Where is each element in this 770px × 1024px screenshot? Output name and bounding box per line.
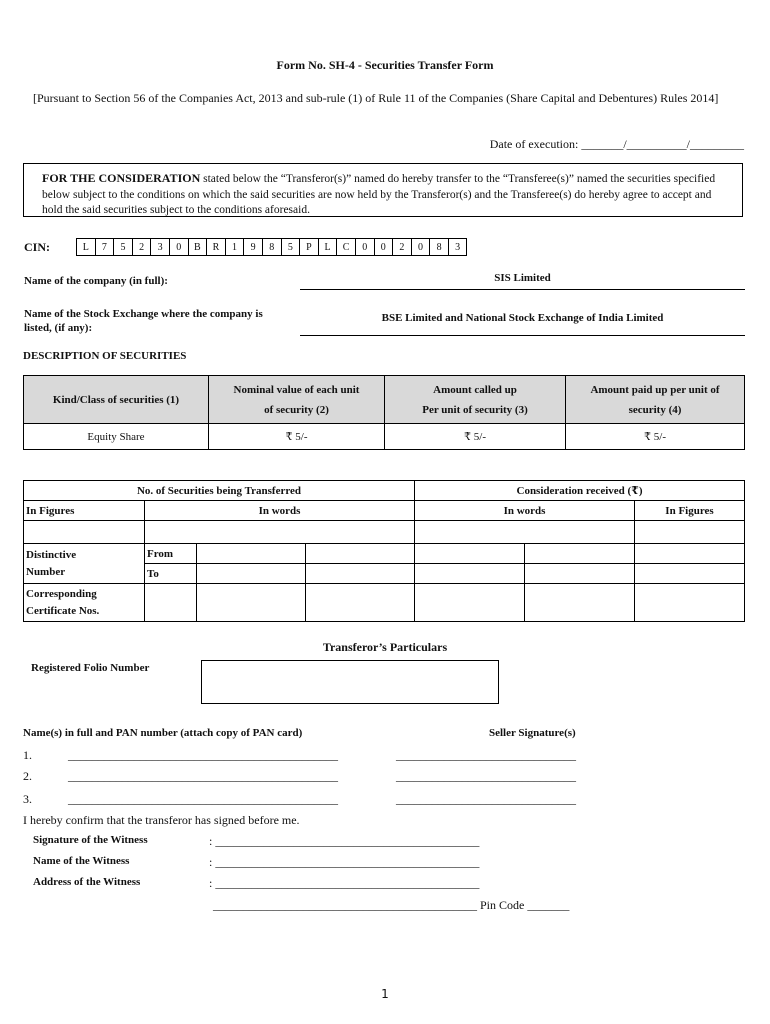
no-securities-header: No. of Securities being Transferred (24, 481, 415, 501)
from-input-2[interactable] (306, 544, 415, 564)
company-name-label: Name of the company (in full): (24, 275, 168, 287)
to-input-2[interactable] (306, 564, 415, 584)
certificate-input-6[interactable] (635, 584, 745, 622)
certificate-input-3[interactable] (306, 584, 415, 622)
pursuant-text: [Pursuant to Section 56 of the Companies Act, 2013 and sub-rule (1) of Rule 11 of the Companies (Share Capital and Debentures) Rules 2014] (33, 91, 719, 105)
header-kind: Kind/Class of securities (1) (24, 376, 209, 424)
header-paid-line2: security (4) (628, 403, 682, 416)
confirm-text: I hereby confirm that the transferor has signed before me. (23, 813, 300, 827)
in-figures-header-2: In Figures (635, 501, 745, 521)
cin-label: CIN: (24, 240, 50, 254)
cin-char-box: 9 (244, 238, 263, 256)
corresponding-label-line1: Corresponding (26, 587, 97, 600)
stock-exchange-label-line1: Name of the Stock Exchange where the company is (24, 308, 263, 320)
cin-boxes (76, 238, 467, 256)
corresponding-certificate-label (24, 584, 145, 622)
stock-exchange-field[interactable] (300, 312, 745, 336)
corresponding-label-line2: Certificate Nos. (26, 604, 100, 617)
consideration-words-input[interactable] (415, 521, 635, 544)
transferor-row-3-signature[interactable]: ______________________________ (396, 792, 576, 806)
stock-exchange-value: BSE Limited and National Stock Exchange of India Limited (381, 312, 664, 324)
in-figures-header: In Figures (24, 501, 145, 521)
company-name-value: SIS Limited (494, 272, 551, 284)
from-input-3[interactable] (415, 544, 525, 564)
witness-name-label: Name of the Witness (33, 855, 130, 867)
to-input-3[interactable] (415, 564, 525, 584)
cin-char-box: 0 (356, 238, 375, 256)
to-input-4[interactable] (525, 564, 635, 584)
consideration-text: stated below the “Transferor(s)” named do hereby transfer to the “Transferee(s)” named the securities specified below subject to the conditions on which the said securities are now held by the Transferor(s) and the Transferee(s) do hereby agree to accept and hold the said securities subject to the conditions aforesaid. (42, 173, 716, 216)
cell-kind[interactable]: Equity Share (24, 424, 209, 450)
consideration-lead: FOR THE CONSIDERATION (42, 171, 201, 185)
certificate-input-2[interactable] (197, 584, 306, 622)
cin-char-box: 0 (170, 238, 189, 256)
certificate-input-4[interactable] (415, 584, 525, 622)
witness-pin-code-field[interactable]: ____________________________________________ Pin Code _______ (213, 898, 570, 912)
header-paid (566, 376, 745, 424)
consideration-received-header: Consideration received (₹) (415, 481, 745, 501)
consideration-figures-input[interactable] (635, 521, 745, 544)
transferor-row-2-number: 2. (23, 769, 32, 783)
names-pan-label: Name(s) in full and PAN number (attach copy of PAN card) (23, 727, 303, 739)
cin-char-box: 5 (114, 238, 133, 256)
transferor-row-1-number: 1. (23, 748, 32, 762)
to-input-5[interactable] (635, 564, 745, 584)
to-input-1[interactable] (197, 564, 306, 584)
date-of-execution[interactable]: Date of execution: _______/__________/_________ (489, 137, 744, 151)
cin-char-box: L (77, 238, 96, 256)
cin-char-box: C (337, 238, 356, 256)
form-title: Form No. SH-4 - Securities Transfer Form (276, 58, 494, 72)
in-words-header-2: In words (415, 501, 635, 521)
from-label: From (145, 544, 197, 564)
header-called-line1: Amount called up (433, 383, 517, 396)
transferor-heading: Transferor’s Particulars (322, 640, 448, 654)
cin-char-box: B (189, 238, 208, 256)
transferor-row-2-signature[interactable]: ______________________________ (396, 769, 576, 783)
transferor-row-1-signature[interactable]: ______________________________ (396, 748, 576, 762)
distinctive-number-label (24, 544, 145, 584)
from-input-1[interactable] (197, 544, 306, 564)
cin-char-box: R (207, 238, 226, 256)
header-called (385, 376, 566, 424)
witness-address-label: Address of the Witness (33, 876, 141, 888)
cin-char-box: 8 (430, 238, 449, 256)
folio-label: Registered Folio Number (31, 662, 150, 674)
header-nominal (209, 376, 385, 424)
cin-char-box: 2 (393, 238, 412, 256)
consideration-statement (23, 163, 743, 217)
cin-char-box: L (319, 238, 338, 256)
header-nominal-line2: of security (2) (264, 403, 329, 416)
from-input-4[interactable] (525, 544, 635, 564)
distinctive-label-line2: Number (26, 565, 66, 578)
cin-char-box: 0 (375, 238, 394, 256)
cin-char-box: 3 (151, 238, 170, 256)
header-called-line2: Per unit of security (3) (422, 403, 528, 416)
cell-nominal[interactable]: ₹ 5/- (209, 424, 385, 450)
certificate-input-5[interactable] (525, 584, 635, 622)
header-nominal-line1: Nominal value of each unit (233, 383, 360, 396)
transfer-table (23, 480, 745, 622)
description-heading: DESCRIPTION OF SECURITIES (23, 350, 187, 362)
cin-char-box: 8 (263, 238, 282, 256)
cell-called[interactable]: ₹ 5/- (385, 424, 566, 450)
page-number: 1 (381, 987, 389, 1001)
company-name-field[interactable] (300, 272, 745, 290)
words-input[interactable] (145, 521, 415, 544)
witness-signature-field[interactable]: : ____________________________________________ (209, 834, 480, 848)
witness-name-field[interactable]: : ____________________________________________ (209, 855, 480, 869)
cin-char-box: 5 (282, 238, 301, 256)
cin-char-box: 2 (133, 238, 152, 256)
seller-signature-label: Seller Signature(s) (489, 727, 576, 739)
folio-input[interactable] (201, 660, 499, 704)
cin-char-box: 1 (226, 238, 245, 256)
figures-input[interactable] (24, 521, 145, 544)
in-words-header: In words (145, 501, 415, 521)
to-label: To (145, 564, 197, 584)
cin-char-box: 7 (96, 238, 115, 256)
stock-exchange-label-line2: listed, (if any): (24, 322, 93, 334)
stock-exchange-label (24, 307, 263, 335)
transferor-row-1-name[interactable]: _____________________________________________ (68, 748, 338, 762)
transferor-row-2-name[interactable]: _____________________________________________ (68, 769, 338, 783)
witness-address-field[interactable]: : ____________________________________________ (209, 876, 480, 890)
header-paid-line1: Amount paid up per unit of (590, 383, 720, 396)
transferor-row-3-name[interactable]: _____________________________________________ (68, 792, 338, 806)
certificate-input-1[interactable] (145, 584, 197, 622)
distinctive-label-line1: Distinctive (26, 548, 77, 561)
cin-char-box: P (300, 238, 319, 256)
transferor-row-3-number: 3. (23, 792, 32, 806)
cin-char-box: 3 (449, 238, 468, 256)
cell-paid[interactable]: ₹ 5/- (566, 424, 745, 450)
witness-signature-label: Signature of the Witness (33, 834, 148, 846)
cin-char-box: 0 (412, 238, 431, 256)
from-input-5[interactable] (635, 544, 745, 564)
securities-table (23, 375, 745, 450)
